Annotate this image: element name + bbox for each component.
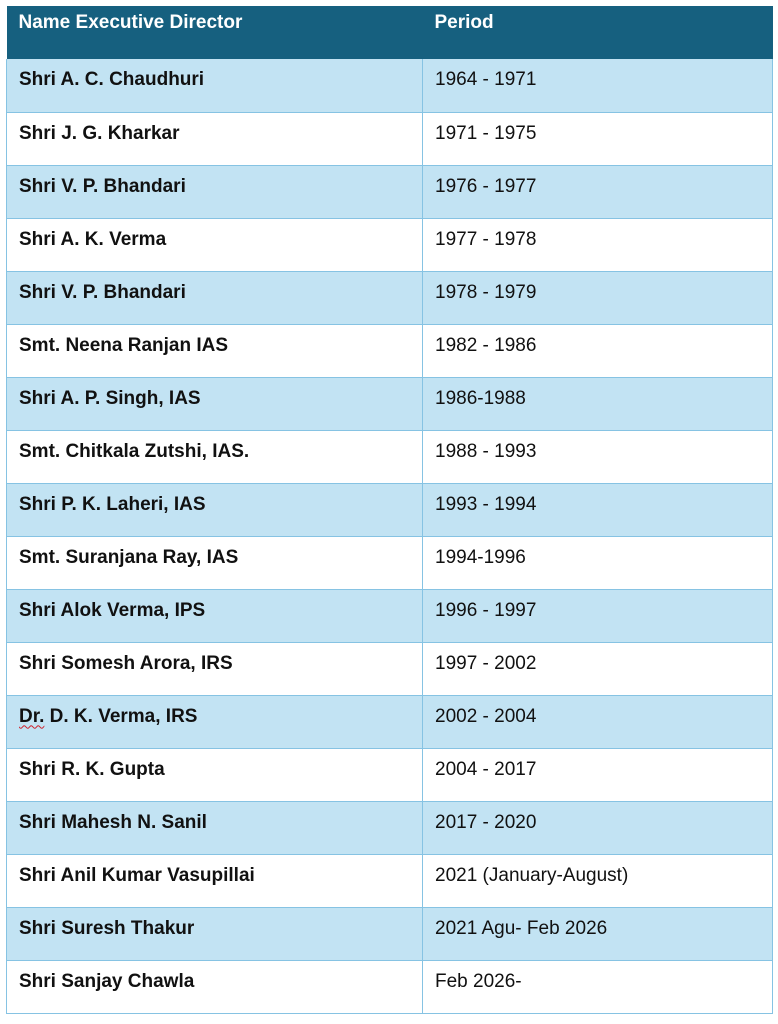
director-name: Shri J. G. Kharkar: [7, 112, 423, 165]
director-name: Shri Suresh Thakur: [7, 907, 423, 960]
table-row: [7, 324, 773, 377]
table-row: [7, 59, 773, 112]
director-period: 1982 - 1986: [423, 324, 773, 377]
director-period: 2021 (January-August): [423, 854, 773, 907]
director-period: 1994-1996: [423, 536, 773, 589]
table-row: [7, 218, 773, 271]
director-name: Smt. Suranjana Ray, IAS: [7, 536, 423, 589]
table-row: [7, 112, 773, 165]
table-row: [7, 907, 773, 960]
director-name: D. K. Verma, IRS: [44, 705, 198, 727]
director-name: Shri A. C. Chaudhuri: [7, 59, 423, 112]
table-row: [7, 642, 773, 695]
director-name: Shri P. K. Laheri, IAS: [7, 483, 423, 536]
header-name: Name Executive Director: [7, 6, 423, 59]
table-row: [7, 430, 773, 483]
table-row: [7, 271, 773, 324]
director-period: 2004 - 2017: [423, 748, 773, 801]
director-period: 1977 - 1978: [423, 218, 773, 271]
director-period: 1971 - 1975: [423, 112, 773, 165]
table-row: [7, 854, 773, 907]
director-period: Feb 2026-: [423, 960, 773, 1013]
director-name: Shri A. P. Singh, IAS: [7, 377, 423, 430]
director-period: 1988 - 1993: [423, 430, 773, 483]
director-period: 1986-1988: [423, 377, 773, 430]
director-name: Shri A. K. Verma: [7, 218, 423, 271]
director-name: Shri V. P. Bhandari: [7, 271, 423, 324]
director-name: Shri Anil Kumar Vasupillai: [7, 854, 423, 907]
header-period: Period: [423, 6, 773, 59]
director-period: 2017 - 2020: [423, 801, 773, 854]
director-name: Smt. Chitkala Zutshi, IAS.: [7, 430, 423, 483]
table-row: [7, 536, 773, 589]
table-row: [7, 589, 773, 642]
director-name: Shri Sanjay Chawla: [7, 960, 423, 1013]
table-row: [7, 377, 773, 430]
executive-directors-table: [6, 6, 773, 1014]
table-row: [7, 748, 773, 801]
table-row: [7, 483, 773, 536]
director-name: Smt. Neena Ranjan IAS: [7, 324, 423, 377]
table-row: [7, 165, 773, 218]
director-name-prefix: Dr.: [19, 705, 45, 727]
director-name: Shri Mahesh N. Sanil: [7, 801, 423, 854]
director-period: 1978 - 1979: [423, 271, 773, 324]
table-row: [7, 801, 773, 854]
director-period: 2002 - 2004: [423, 695, 773, 748]
director-period: 1997 - 2002: [423, 642, 773, 695]
director-name-cell: [7, 695, 423, 748]
director-name: Shri Alok Verma, IPS: [7, 589, 423, 642]
director-name: Shri R. K. Gupta: [7, 748, 423, 801]
director-name: Shri V. P. Bhandari: [7, 165, 423, 218]
table-header-row: [7, 6, 773, 59]
director-name: Shri Somesh Arora, IRS: [7, 642, 423, 695]
director-period: 1996 - 1997: [423, 589, 773, 642]
director-period: 1964 - 1971: [423, 59, 773, 112]
table-row: [7, 695, 773, 748]
director-period: 1993 - 1994: [423, 483, 773, 536]
director-period: 1976 - 1977: [423, 165, 773, 218]
director-period: 2021 Agu- Feb 2026: [423, 907, 773, 960]
table-row: [7, 960, 773, 1013]
